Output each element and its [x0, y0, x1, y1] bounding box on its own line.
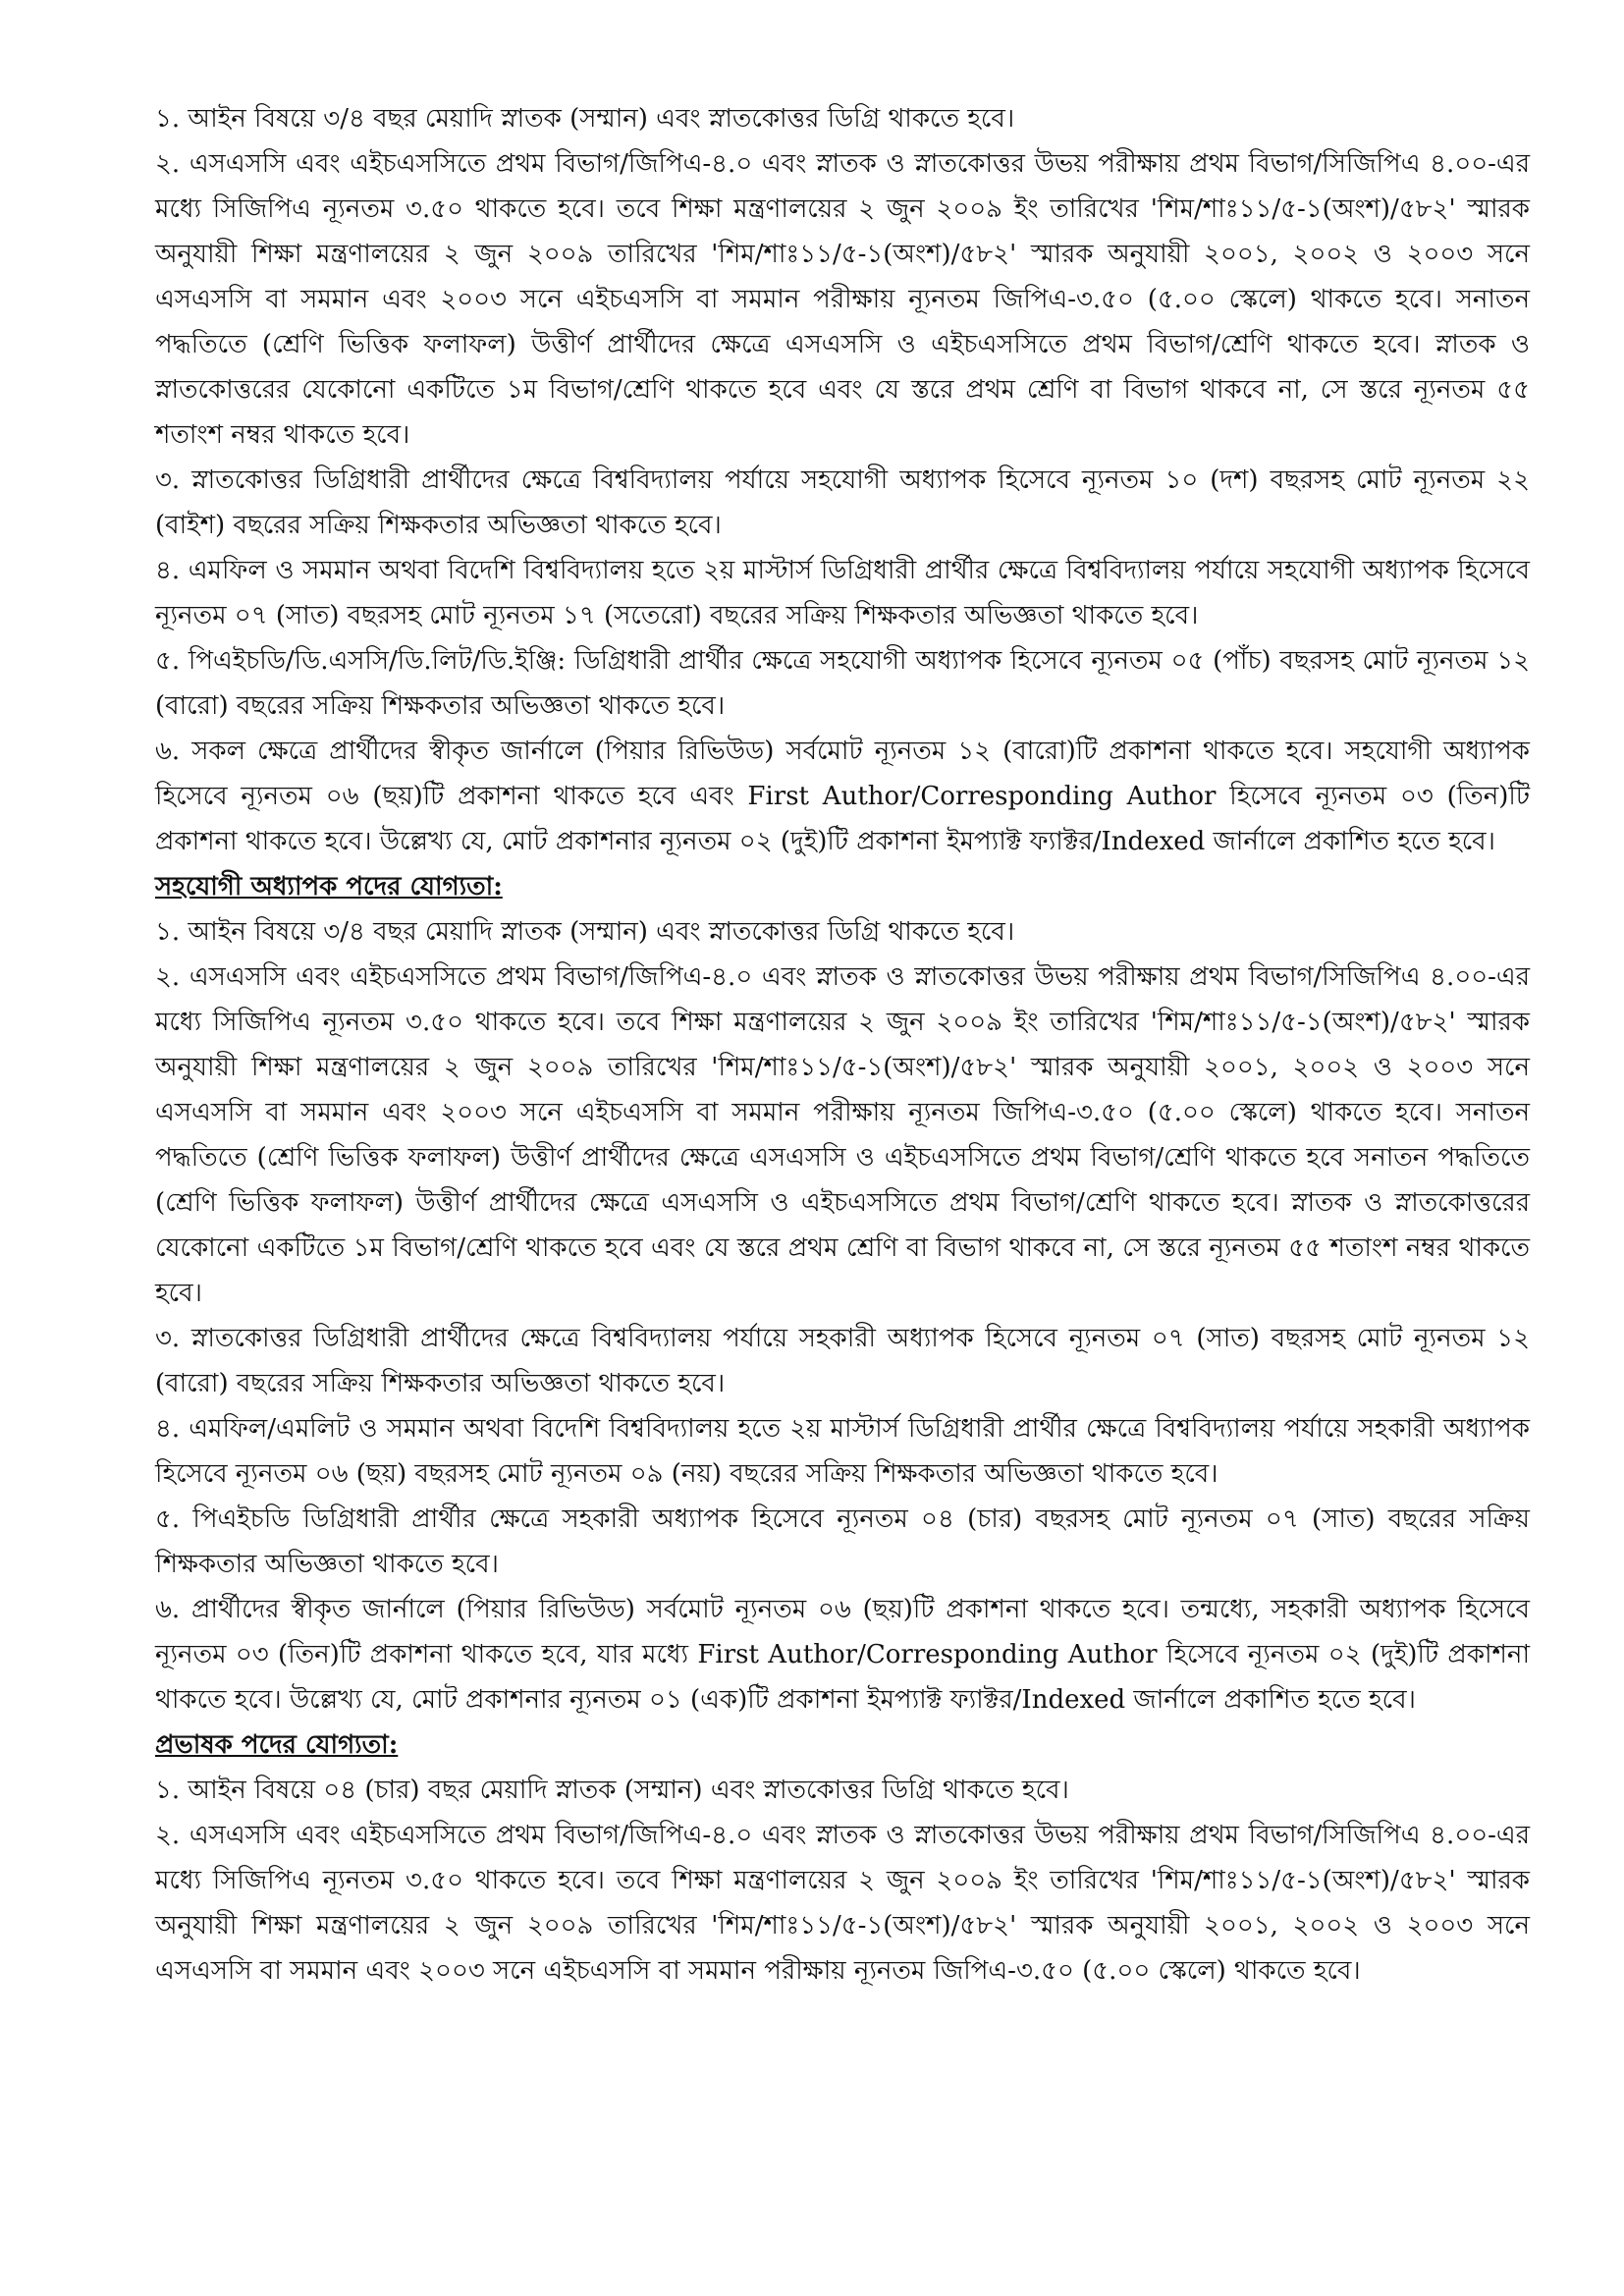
requirement-item-4: ৪. এমফিল/এমলিট ও সমমান অথবা বিদেশি বিশ্ববিদ্যালয় হতে ২য় মাস্টার্স ডিগ্রিধারী প্রার্থীর ক্ষেত্রে বিশ্ববিদ্যালয় পর্যায়ে সহকারী অধ্যাপক হিসেবে ন্যূনতম ০৬ (ছয়) বছরসহ মোট ন্যূনতম ০৯ (নয়) বছরের সক্রিয় শিক্ষকতার অভিজ্ঞতা থাকতে হবে। — [155, 1414, 1530, 1489]
requirement-item-5: ৫. পিএইচডি ডিগ্রিধারী প্রার্থীর ক্ষেত্রে সহকারী অধ্যাপক হিসেবে ন্যূনতম ০৪ (চার) বছরসহ মোট ন্যূনতম ০৭ (সাত) বছরের সক্রিয় শিক্ষকতার অভিজ্ঞতা থাকতে হবে। — [155, 1504, 1530, 1579]
requirement-item-3: ৩. স্নাতকোত্তর ডিগ্রিধারী প্রার্থীদের ক্ষেত্রে বিশ্ববিদ্যালয় পর্যায়ে সহযোগী অধ্যাপক হিসেবে ন্যূনতম ১০ (দশ) বছরসহ মোট ন্যূনতম ২২ (বাইশ) বছরের সক্রিয় শিক্ষকতার অভিজ্ঞতা থাকতে হবে। — [155, 465, 1530, 540]
requirement-item-1: ১. আইন বিষয়ে ৩/৪ বছর মেয়াদি স্নাতক (সম্মান) এবং স্নাতকোত্তর ডিগ্রি থাকতে হবে। — [155, 917, 1015, 947]
section-lecturer-requirements — [155, 1722, 1530, 1994]
section-professor-requirements — [155, 96, 1530, 864]
requirement-item-3: ৩. স্নাতকোত্তর ডিগ্রিধারী প্রার্থীদের ক্ষেত্রে বিশ্ববিদ্যালয় পর্যায়ে সহকারী অধ্যাপক হিসেবে ন্যূনতম ০৭ (সাত) বছরসহ মোট ন্যূনতম ১২ (বারো) বছরের সক্রিয় শিক্ষকতার অভিজ্ঞতা থাকতে হবে। — [155, 1324, 1530, 1398]
requirement-item-4: ৪. এমফিল ও সমমান অথবা বিদেশি বিশ্ববিদ্যালয় হতে ২য় মাস্টার্স ডিগ্রিধারী প্রার্থীর ক্ষেত্রে বিশ্ববিদ্যালয় পর্যায়ে সহযোগী অধ্যাপক হিসেবে ন্যূনতম ০৭ (সাত) বছরসহ মোট ন্যূনতম ১৭ (সতেরো) বছরের সক্রিয় শিক্ষকতার অভিজ্ঞতা থাকতে হবে। — [155, 556, 1530, 630]
requirement-item-2: ২. এসএসসি এবং এইচএসসিতে প্রথম বিভাগ/জিপিএ-৪.০ এবং স্নাতক ও স্নাতকোত্তর উভয় পরীক্ষায় প্রথম বিভাগ/সিজিপিএ ৪.০০-এর মধ্যে সিজিপিএ ন্যূনতম ৩.৫০ থাকতে হবে। তবে শিক্ষা মন্ত্রণালয়ের ২ জুন ২০০৯ ইং তারিখের 'শিম/শাঃ১১/৫-১(অংশ)/৫৮২' স্মারক অনুযায়ী শিক্ষা মন্ত্রণালয়ের ২ জুন ২০০৯ তারিখের 'শিম/শাঃ১১/৫-১(অংশ)/৫৮২' স্মারক অনুযায়ী ২০০১, ২০০২ ও ২০০৩ সনে এসএসসি বা সমমান এবং ২০০৩ সনে এইচএসসি বা সমমান পরীক্ষায় ন্যূনতম জিপিএ-৩.৫০ (৫.০০ স্কেলে) থাকতে হবে। — [155, 1821, 1530, 1986]
section-heading: সহযোগী অধ্যাপক পদের যোগ্যতা: — [155, 872, 503, 902]
section-heading: প্রভাষক পদের যোগ্যতা: — [155, 1730, 399, 1760]
requirement-item-1: ১. আইন বিষয়ে ৩/৪ বছর মেয়াদি স্নাতক (সম্মান) এবং স্নাতকোত্তর ডিগ্রি থাকতে হবে। — [155, 104, 1015, 134]
document-page — [155, 96, 1530, 1994]
requirement-item-6: ৬. সকল ক্ষেত্রে প্রার্থীদের স্বীকৃত জার্নালে (পিয়ার রিভিউড) সর্বমোট ন্যূনতম ১২ (বারো)টি প্রকাশনা থাকতে হবে। সহযোগী অধ্যাপক হিসেবে ন্যূনতম ০৬ (ছয়)টি প্রকাশনা থাকতে হবে এবং First Author/Corresponding Author হিসেবে ন্যূনতম ০৩ (তিন)টি প্রকাশনা থাকতে হবে। উল্লেখ্য যে, মোট প্রকাশনার ন্যূনতম ০২ (দুই)টি প্রকাশনা ইমপ্যাক্ট ফ্যাক্টর/Indexed জার্নালে প্রকাশিত হতে হবে। — [155, 737, 1530, 856]
requirement-item-2: ২. এসএসসি এবং এইচএসসিতে প্রথম বিভাগ/জিপিএ-৪.০ এবং স্নাতক ও স্নাতকোত্তর উভয় পরীক্ষায় প্রথম বিভাগ/সিজিপিএ ৪.০০-এর মধ্যে সিজিপিএ ন্যূনতম ৩.৫০ থাকতে হবে। তবে শিক্ষা মন্ত্রণালয়ের ২ জুন ২০০৯ ইং তারিখের 'শিম/শাঃ১১/৫-১(অংশ)/৫৮২' স্মারক অনুযায়ী শিক্ষা মন্ত্রণালয়ের ২ জুন ২০০৯ তারিখের 'শিম/শাঃ১১/৫-১(অংশ)/৫৮২' স্মারক অনুযায়ী ২০০১, ২০০২ ও ২০০৩ সনে এসএসসি বা সমমান এবং ২০০৩ সনে এইচএসসি বা সমমান পরীক্ষায় ন্যূনতম জিপিএ-৩.৫০ (৫.০০ স্কেলে) থাকতে হবে। সনাতন পদ্ধতিতে (শ্রেণি ভিত্তিক ফলাফল) উত্তীর্ণ প্রার্থীদের ক্ষেত্রে এসএসসি ও এইচএসসিতে প্রথম বিভাগ/শ্রেণি থাকতে হবে। স্নাতক ও স্নাতকোত্তরের যেকোনো একটিতে ১ম বিভাগ/শ্রেণি থাকতে হবে এবং যে স্তরে প্রথম শ্রেণি বা বিভাগ থাকবে না, সে স্তরে ন্যূনতম ৫৫ শতাংশ নম্বর থাকতে হবে। — [155, 149, 1530, 450]
requirement-item-5: ৫. পিএইচডি/ডি.এসসি/ডি.লিট/ডি.ইঞ্জি: ডিগ্রিধারী প্রার্থীর ক্ষেত্রে সহযোগী অধ্যাপক হিসেবে ন্যূনতম ০৫ (পাঁচ) বছরসহ মোট ন্যূনতম ১২ (বারো) বছরের সক্রিয় শিক্ষকতার অভিজ্ঞতা থাকতে হবে। — [155, 646, 1530, 721]
requirement-item-2: ২. এসএসসি এবং এইচএসসিতে প্রথম বিভাগ/জিপিএ-৪.০ এবং স্নাতক ও স্নাতকোত্তর উভয় পরীক্ষায় প্রথম বিভাগ/সিজিপিএ ৪.০০-এর মধ্যে সিজিপিএ ন্যূনতম ৩.৫০ থাকতে হবে। তবে শিক্ষা মন্ত্রণালয়ের ২ জুন ২০০৯ ইং তারিখের 'শিম/শাঃ১১/৫-১(অংশ)/৫৮২' স্মারক অনুযায়ী শিক্ষা মন্ত্রণালয়ের ২ জুন ২০০৯ তারিখের 'শিম/শাঃ১১/৫-১(অংশ)/৫৮২' স্মারক অনুযায়ী ২০০১, ২০০২ ও ২০০৩ সনে এসএসসি বা সমমান এবং ২০০৩ সনে এইচএসসি বা সমমান পরীক্ষায় ন্যূনতম জিপিএ-৩.৫০ (৫.০০ স্কেলে) থাকতে হবে। সনাতন পদ্ধতিতে (শ্রেণি ভিত্তিক ফলাফল) উত্তীর্ণ প্রার্থীদের ক্ষেত্রে এসএসসি ও এইচএসসিতে প্রথম বিভাগ/শ্রেণি থাকতে হবে সনাতন পদ্ধতিতে (শ্রেণি ভিত্তিক ফলাফল) উত্তীর্ণ প্রার্থীদের ক্ষেত্রে এসএসসি ও এইচএসসিতে প্রথম বিভাগ/শ্রেণি থাকতে হবে। স্নাতক ও স্নাতকোত্তরের যেকোনো একটিতে ১ম বিভাগ/শ্রেণি থাকতে হবে এবং যে স্তরে প্রথম শ্রেণি বা বিভাগ থাকবে না, সে স্তরে ন্যূনতম ৫৫ শতাংশ নম্বর থাকতে হবে। — [155, 962, 1530, 1308]
requirement-item-6: ৬. প্রার্থীদের স্বীকৃত জার্নালে (পিয়ার রিভিউড) সর্বমোট ন্যূনতম ০৬ (ছয়)টি প্রকাশনা থাকতে হবে। তন্মধ্যে, সহকারী অধ্যাপক হিসেবে ন্যূনতম ০৩ (তিন)টি প্রকাশনা থাকতে হবে, যার মধ্যে First Author/Corresponding Author হিসেবে ন্যূনতম ০২ (দুই)টি প্রকাশনা থাকতে হবে। উল্লেখ্য যে, মোট প্রকাশনার ন্যূনতম ০১ (এক)টি প্রকাশনা ইমপ্যাক্ট ফ্যাক্টর/Indexed জার্নালে প্রকাশিত হতে হবে। — [155, 1595, 1530, 1715]
section-associate-professor-requirements — [155, 864, 1530, 1722]
requirement-item-1: ১. আইন বিষয়ে ০৪ (চার) বছর মেয়াদি স্নাতক (সম্মান) এবং স্নাতকোত্তর ডিগ্রি থাকতে হবে। — [155, 1776, 1069, 1805]
